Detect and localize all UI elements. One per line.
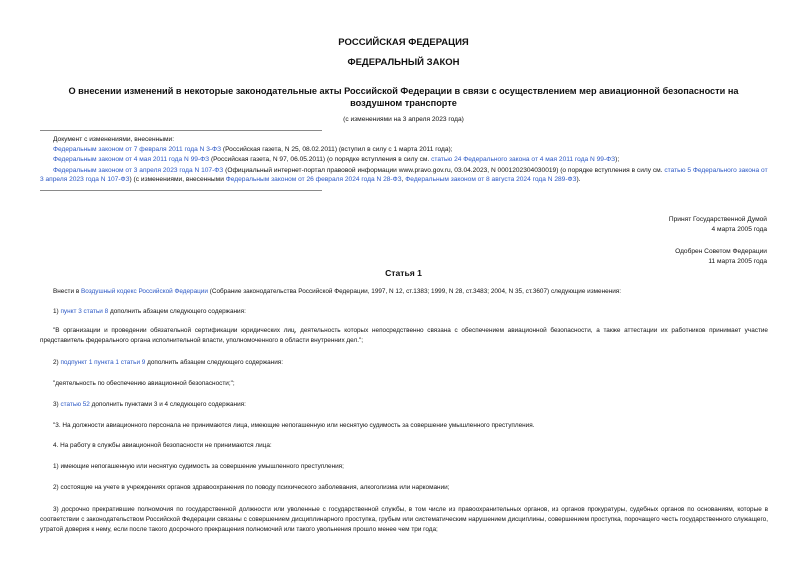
subitem-1: 1) имеющие непогашенную или неснятую судимость за совершение умышленного преступления; xyxy=(53,463,344,470)
article9-link[interactable]: подпункт 1 пункта 1 статьи 9 xyxy=(60,359,146,366)
law-type-heading: ФЕДЕРАЛЬНЫЙ ЗАКОН xyxy=(347,57,460,68)
amendment-link-2b[interactable]: статью 24 Федерального закона от 4 мая 2011 года N 99-ФЗ xyxy=(431,156,616,163)
paragraph-3: 3) статью 52 дополнить пунктами 3 и 4 следующего содержания: xyxy=(53,401,246,408)
amendment-item-2: Федеральным законом от 4 мая 2011 года N 99-ФЗ (Российская газета, N 97, 06.05.2011) (о порядке вступления в силу см. статью 24 Федерального закона от 4 мая 2011 года N 99-ФЗ); xyxy=(53,156,620,163)
article-intro: Внести в Воздушный кодекс Российской Федерации (Собрание законодательства Российской Федерации, 1997, N 12, ст.1383; 1999, N 28, ст.3483; 2004, N 35, ст.3607) следующие изменения: xyxy=(53,288,622,295)
amendment-link-3d[interactable]: Федеральным законом от 8 августа 2024 года N 289-ФЗ xyxy=(405,176,577,183)
top-divider xyxy=(40,130,322,131)
amendment-link-1[interactable]: Федеральным законом от 7 февраля 2011 года N 3-ФЗ xyxy=(53,146,222,153)
bottom-divider xyxy=(40,190,322,191)
paragraph-1: 1) пункт 3 статьи 8 дополнить абзацем следующего содержания: xyxy=(53,308,246,315)
amendment-link-3b[interactable]: статью 5 Федерального закона от 3 апреля 2023 года N 107-ФЗ xyxy=(40,167,768,183)
amendment-link-2[interactable]: Федеральным законом от 4 мая 2011 года N 99-ФЗ xyxy=(53,156,210,163)
article8-link[interactable]: пункт 3 статьи 8 xyxy=(60,308,109,315)
paragraph-2-quote: "деятельность по обеспечению авиационной безопасности;"; xyxy=(53,380,235,387)
subitem-3: 3) досрочно прекратившие полномочия по государственной должности или уволенные с государственной службы, в том числе из правоохранительных органов, из органов прокуратуры, судебных органов по основаниям, которые в соответствии с законодательством Российской Федерации связаны с совершением дисциплинарного проступка, грубым или систематическим нарушением дисциплины, совершением проступка, порочащего честь государственного служащего, утратой доверия к нему, если после такого досрочного прекращения полномочий или такого увольнения прошло менее чем три года; xyxy=(40,506,768,533)
council-approval: Одобрен Советом Федерации xyxy=(675,248,767,255)
revision-note: (с изменениями на 3 апреля 2023 года) xyxy=(343,116,464,123)
amendment-item-3: Федеральным законом от 3 апреля 2023 года N 107-ФЗ (Официальный интернет-портал правовой информации www.pravo.gov.ru, 03.04.2023, N 0001202304030019) (о порядке вступления в силу см. статью 5 Федерального закона от 3 апреля 2023 года N 107-ФЗ) (с изменениями, внесенными Федеральным законом от 26 февраля 2024 года N 28-ФЗ, Федеральным законом от 8 августа 2024 года N 289-ФЗ). xyxy=(40,167,768,183)
article-heading: Статья 1 xyxy=(385,268,422,278)
article52-link[interactable]: статью 52 xyxy=(60,401,90,408)
paragraph-3-item-3: "3. На должности авиационного персонала не принимаются лица, имеющие непогашенную или неснятую судимость за совершение умышленного преступления. xyxy=(53,422,535,429)
paragraph-2: 2) подпункт 1 пункта 1 статьи 9 дополнить абзацем следующего содержания: xyxy=(53,359,284,366)
law-title: О внесении изменений в некоторые законодательные акты Российской Федерации в связи с осуществлением мер авиационной безопасности на воздушном транспорте xyxy=(68,86,739,108)
subitem-2: 2) состоящие на учете в учреждениях органов здравоохранения по поводу психического заболевания, алкоголизма или наркомании; xyxy=(53,484,450,491)
amendment-item-1: Федеральным законом от 7 февраля 2011 года N 3-ФЗ (Российская газета, N 25, 08.02.2011) (вступил в силу с 1 марта 2011 года); xyxy=(53,146,453,153)
amendment-link-3c[interactable]: Федеральным законом от 26 февраля 2024 года N 28-ФЗ xyxy=(225,176,402,183)
air-code-link[interactable]: Воздушный кодекс Российской Федерации xyxy=(80,288,208,295)
council-date: 11 марта 2005 года xyxy=(708,258,767,265)
duma-date: 4 марта 2005 года xyxy=(711,226,767,233)
country-heading: РОССИЙСКАЯ ФЕДЕРАЦИЯ xyxy=(338,37,469,48)
paragraph-3-item-4: 4. На работу в службы авиационной безопасности не принимаются лица: xyxy=(53,442,272,449)
paragraph-1-quote: "В организации и проведении обязательной сертификации юридических лиц, деятельность которых непосредственно связана с обеспечением авиационной безопасности, а также аттестации их работников принимает участие представитель федерального органа исполнительной власти, уполномоченного в области внутренних дел."; xyxy=(40,327,768,344)
amendments-intro: Документ с изменениями, внесенными: xyxy=(53,136,175,143)
amendment-link-3[interactable]: Федеральным законом от 3 апреля 2023 года N 107-ФЗ xyxy=(53,167,224,174)
duma-adoption: Принят Государственной Думой xyxy=(668,216,767,223)
